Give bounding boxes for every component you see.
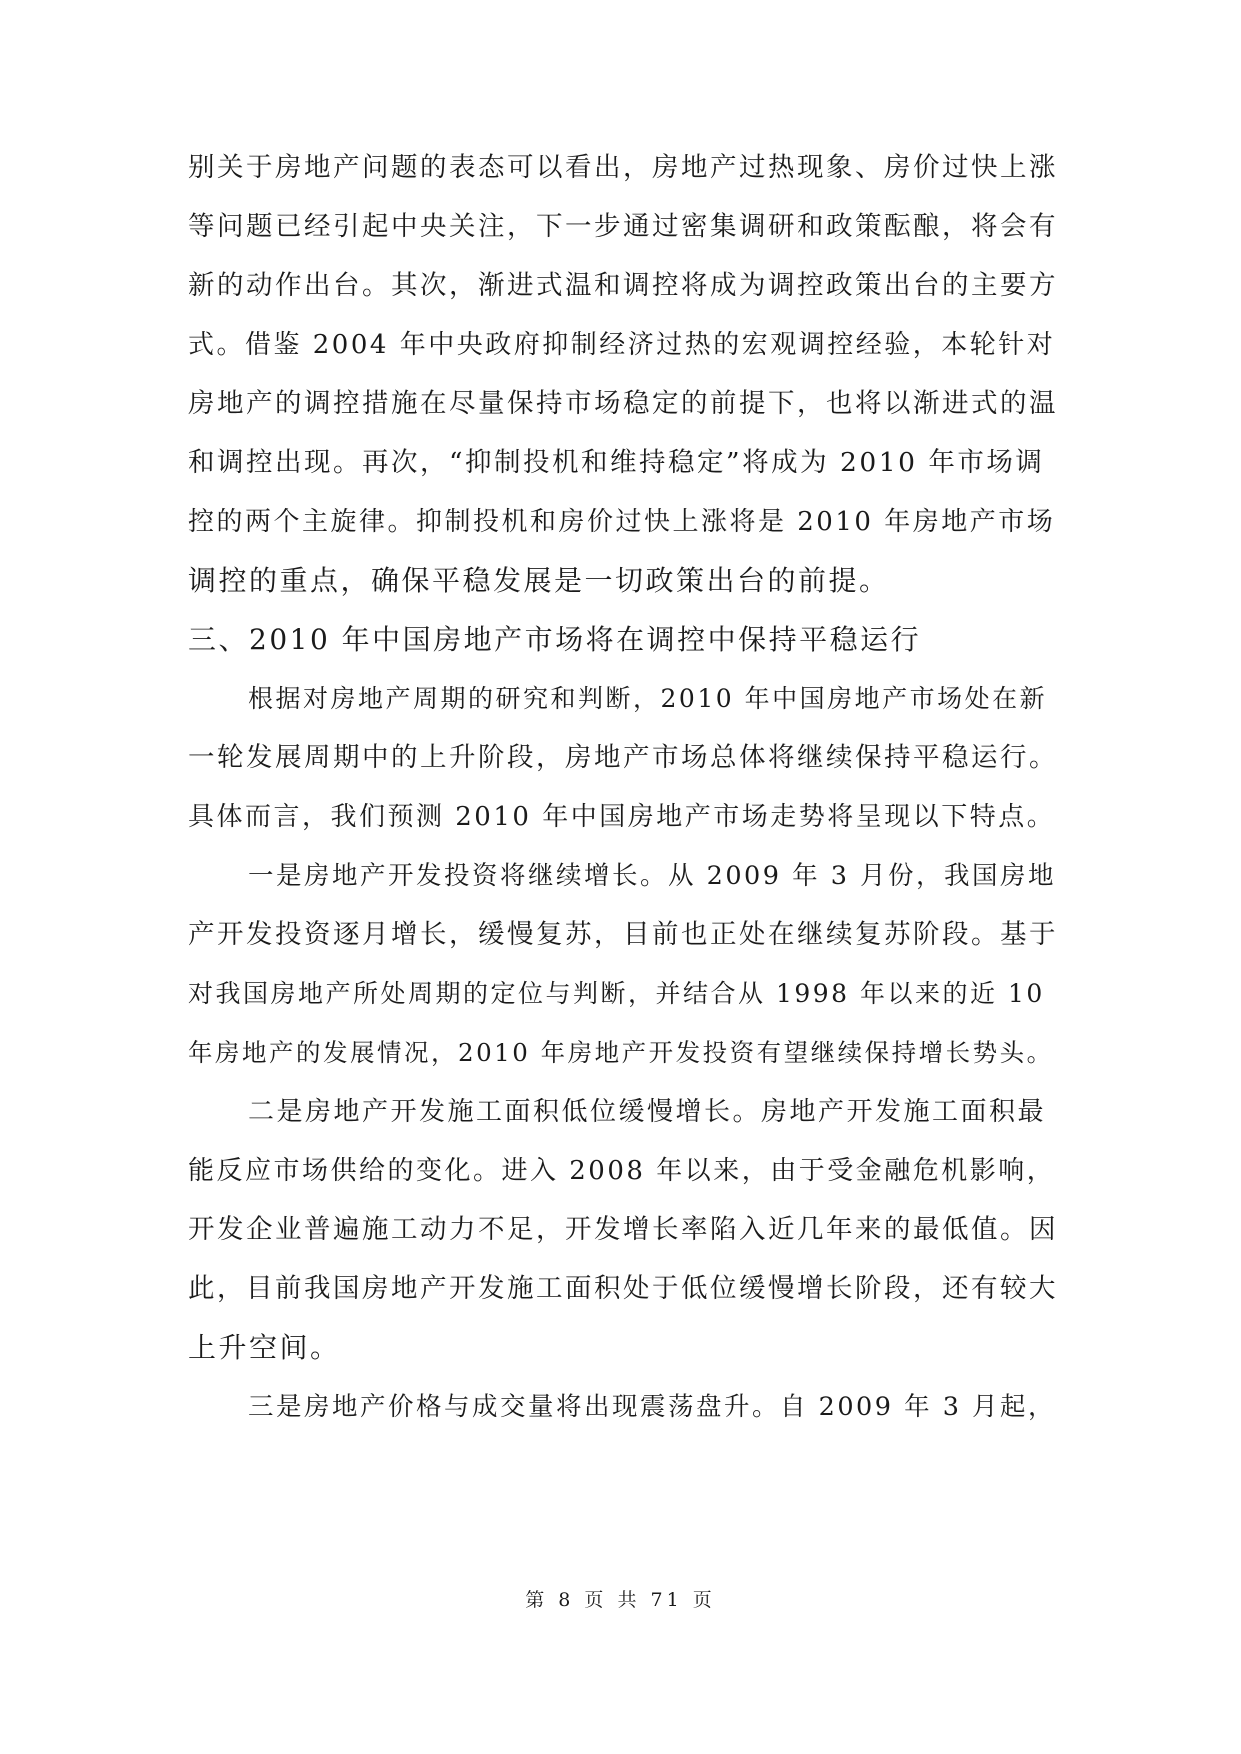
paragraph-first-line: 二是房地产开发施工面积低位缓慢增长。房地产开发施工面积最: [248, 1097, 1047, 1127]
body-text-line: 上升空间。: [188, 1331, 341, 1364]
body-text-line: 别关于房地产问题的表态可以看出，房地产过热现象、房价过快上涨: [188, 152, 1058, 183]
body-text-line: 房地产的调控措施在尽量保持市场稳定的前提下，也将以渐进式的温: [188, 388, 1058, 419]
body-text-line: 新的动作出台。其次，渐进式温和调控将成为调控政策出台的主要方: [188, 270, 1058, 301]
body-text-line: 对我国房地产所处周期的定位与判断，并结合从 1998 年以来的近 10: [188, 979, 1045, 1008]
body-text-line: 能反应市场供给的变化。进入 2008 年以来，由于受金融危机影响，: [188, 1156, 1056, 1186]
body-text-line: 等问题已经引起中央关注，下一步通过密集调研和政策酝酿，将会有: [188, 211, 1058, 242]
paragraph-first-line: 三是房地产价格与成交量将出现震荡盘升。自 2009 年 3 月起，: [248, 1392, 1057, 1422]
body-text-line: 一轮发展周期中的上升阶段，房地产市场总体将继续保持平稳运行。: [188, 742, 1058, 773]
body-text-line: 调控的重点，确保平稳发展是一切政策出台的前提。: [188, 564, 890, 597]
body-text-line: 此，目前我国房地产开发施工面积处于低位缓慢增长阶段，还有较大: [188, 1273, 1058, 1304]
body-text-line: 和调控出现。再次，“抑制投机和维持稳定”将成为 2010 年市场调: [188, 447, 1045, 478]
body-text-line: 开发企业普遍施工动力不足，开发增长率陷入近几年来的最低值。因: [188, 1214, 1058, 1245]
section-heading: 三、2010 年中国房地产市场将在调控中保持平稳运行: [188, 623, 922, 656]
paragraph-first-line: 一是房地产开发投资将继续增长。从 2009 年 3 月份，我国房地: [248, 861, 1057, 891]
body-text-line: 式。借鉴 2004 年中央政府抑制经济过热的宏观调控经验，本轮针对: [188, 330, 1056, 360]
body-text-line: 控的两个主旋律。抑制投机和房价过快上涨将是 2010 年房地产市场: [188, 507, 1056, 537]
body-text-line: 年房地产的发展情况，2010 年房地产开发投资有望继续保持增长势头。: [188, 1038, 1054, 1067]
page-number-footer: 第 8 页 共 71 页: [525, 1589, 716, 1611]
body-text-line: 具体而言，我们预测 2010 年中国房地产市场走势将呈现以下特点。: [188, 802, 1056, 832]
body-text-line: 产开发投资逐月增长，缓慢复苏，目前也正处在继续复苏阶段。基于: [188, 919, 1058, 950]
paragraph-first-line: 根据对房地产周期的研究和判断，2010 年中国房地产市场处在新: [248, 684, 1048, 713]
